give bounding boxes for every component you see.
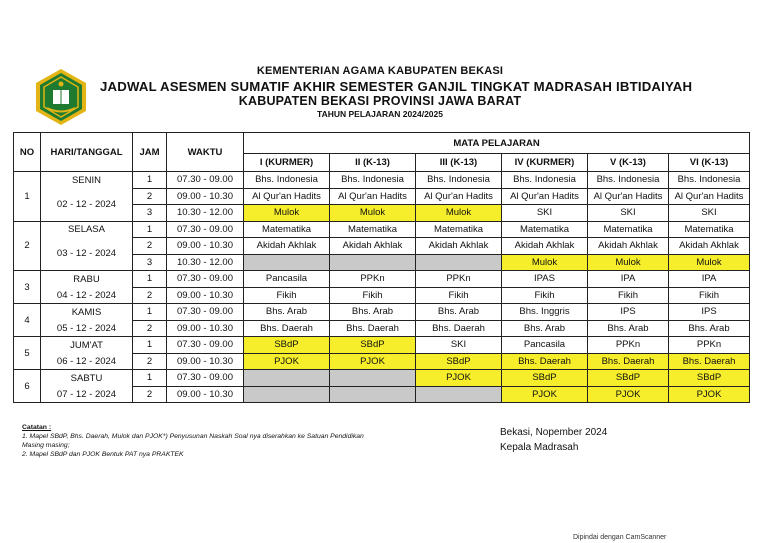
waktu-cell: 10.30 - 12.00 — [167, 205, 244, 222]
subject-cell: Akidah Akhlak — [330, 238, 416, 255]
note-item: Masing masing; — [22, 442, 70, 449]
subject-cell: Mulok — [588, 254, 669, 271]
waktu-cell: 07.30 - 09.00 — [167, 172, 244, 189]
subject-cell — [416, 254, 502, 271]
day-name: SELASA — [41, 221, 133, 238]
subject-cell — [330, 370, 416, 387]
subject-cell: Matematika — [588, 221, 669, 238]
subject-cell: Bhs. Indonesia — [416, 172, 502, 189]
table-row — [14, 370, 750, 387]
day-number: 2 — [14, 221, 41, 271]
subject-cell: PJOK — [330, 353, 416, 370]
col-header-waktu: WAKTU — [167, 133, 244, 172]
day-name: SABTU — [41, 370, 133, 387]
waktu-cell: 09.00 - 10.30 — [167, 287, 244, 304]
subject-cell: Fikih — [588, 287, 669, 304]
table-row — [14, 320, 750, 337]
jam-cell: 1 — [133, 370, 167, 387]
table-row — [14, 337, 750, 354]
subject-cell — [244, 370, 330, 387]
day-number: 1 — [14, 172, 41, 222]
subject-cell: Akidah Akhlak — [244, 238, 330, 255]
subject-cell: Bhs. Daerah — [330, 320, 416, 337]
subject-cell: IPA — [588, 271, 669, 288]
subject-cell: Bhs. Indonesia — [244, 172, 330, 189]
day-name: JUM'AT — [41, 337, 133, 354]
subject-cell: Bhs. Arab — [244, 304, 330, 321]
schedule-body — [14, 172, 750, 403]
subject-cell: Pancasila — [502, 337, 588, 354]
subject-cell — [330, 386, 416, 403]
subject-cell: IPAS — [502, 271, 588, 288]
jam-cell: 2 — [133, 287, 167, 304]
header-region: KABUPATEN BEKASI PROVINSI JAWA BARAT — [238, 94, 522, 108]
jam-cell: 3 — [133, 205, 167, 222]
subject-cell: Fikih — [416, 287, 502, 304]
subject-cell: Mulok — [244, 205, 330, 222]
subject-cell: Mulok — [502, 254, 588, 271]
notes — [22, 423, 364, 459]
subject-cell: Bhs. Arab — [330, 304, 416, 321]
jam-cell: 1 — [133, 221, 167, 238]
subject-cell: Akidah Akhlak — [669, 238, 750, 255]
subject-cell — [330, 254, 416, 271]
subject-cell: SBdP — [669, 370, 750, 387]
subject-cell: Mulok — [416, 205, 502, 222]
kemenag-logo-icon — [33, 68, 89, 126]
col-header-class: II (K-13) — [330, 154, 416, 172]
day-name: SENIN — [41, 172, 133, 189]
subject-cell: Bhs. Daerah — [669, 353, 750, 370]
col-header-day: HARI/TANGGAL — [41, 133, 133, 172]
waktu-cell: 07.30 - 09.00 — [167, 304, 244, 321]
signature-block — [500, 427, 607, 457]
col-header-mapel: MATA PELAJARAN — [244, 133, 750, 154]
subject-cell: Akidah Akhlak — [416, 238, 502, 255]
waktu-cell: 09.00 - 10.30 — [167, 320, 244, 337]
subject-cell: PJOK — [416, 370, 502, 387]
col-header-no: NO — [14, 133, 41, 172]
subject-cell: Bhs. Arab — [502, 320, 588, 337]
subject-cell: Matematika — [669, 221, 750, 238]
table-row — [14, 287, 750, 304]
subject-cell: SBdP — [416, 353, 502, 370]
table-row — [14, 353, 750, 370]
jam-cell: 2 — [133, 238, 167, 255]
day-name: KAMIS — [41, 304, 133, 321]
jam-cell: 1 — [133, 304, 167, 321]
note-item: 2. Mapel SBdP dan PJOK Bentuk PAT nya PRAKTEK — [22, 451, 184, 458]
day-date: 02 - 12 - 2024 — [41, 188, 133, 221]
table-row — [14, 238, 750, 255]
jam-cell: 2 — [133, 320, 167, 337]
subject-cell: Fikih — [330, 287, 416, 304]
waktu-cell: 07.30 - 09.00 — [167, 221, 244, 238]
subject-cell: Akidah Akhlak — [588, 238, 669, 255]
subject-cell: Bhs. Indonesia — [330, 172, 416, 189]
subject-cell — [416, 386, 502, 403]
subject-cell: PJOK — [502, 386, 588, 403]
subject-cell: PPKn — [416, 271, 502, 288]
col-header-class: IV (KURMER) — [502, 154, 588, 172]
subject-cell: Fikih — [669, 287, 750, 304]
col-header-class: VI (K-13) — [669, 154, 750, 172]
subject-cell: PPKn — [669, 337, 750, 354]
signature-role: Kepala Madrasah — [500, 442, 579, 453]
subject-cell: Pancasila — [244, 271, 330, 288]
table-row — [14, 172, 750, 189]
subject-cell: Bhs. Daerah — [502, 353, 588, 370]
subject-cell: Al Qur'an Hadits — [588, 188, 669, 205]
header-title: JADWAL ASESMEN SUMATIF AKHIR SEMESTER GANJIL TINGKAT MADRASAH IBTIDAIYAH — [100, 79, 693, 94]
subject-cell: Bhs. Indonesia — [669, 172, 750, 189]
col-header-jam: JAM — [133, 133, 167, 172]
day-date: 06 - 12 - 2024 — [41, 353, 133, 370]
subject-cell: Bhs. Arab — [588, 320, 669, 337]
subject-cell: Bhs. Inggris — [502, 304, 588, 321]
jam-cell: 1 — [133, 337, 167, 354]
jam-cell: 1 — [133, 172, 167, 189]
col-header-class: V (K-13) — [588, 154, 669, 172]
waktu-cell: 10.30 - 12.00 — [167, 254, 244, 271]
jam-cell: 1 — [133, 271, 167, 288]
subject-cell: Al Qur'an Hadits — [244, 188, 330, 205]
subject-cell: SKI — [669, 205, 750, 222]
day-number: 6 — [14, 370, 41, 403]
subject-cell: Al Qur'an Hadits — [330, 188, 416, 205]
subject-cell: Al Qur'an Hadits — [669, 188, 750, 205]
day-name: RABU — [41, 271, 133, 288]
subject-cell: Akidah Akhlak — [502, 238, 588, 255]
notes-title: Catatan : — [22, 424, 52, 431]
jam-cell: 2 — [133, 353, 167, 370]
subject-cell: Bhs. Daerah — [588, 353, 669, 370]
subject-cell: Bhs. Arab — [669, 320, 750, 337]
subject-cell: Al Qur'an Hadits — [416, 188, 502, 205]
subject-cell: PPKn — [330, 271, 416, 288]
subject-cell: Matematika — [502, 221, 588, 238]
subject-cell: SBdP — [330, 337, 416, 354]
day-number: 4 — [14, 304, 41, 337]
place-date: Bekasi, Nopember 2024 — [500, 427, 608, 438]
subject-cell: Matematika — [416, 221, 502, 238]
day-number: 5 — [14, 337, 41, 370]
waktu-cell: 09.00 - 10.30 — [167, 386, 244, 403]
scanner-watermark: Dipindai dengan CamScanner — [573, 534, 667, 541]
col-header-class: III (K-13) — [416, 154, 502, 172]
subject-cell: SBdP — [588, 370, 669, 387]
col-header-class: I (KURMER) — [244, 154, 330, 172]
day-date: 05 - 12 - 2024 — [41, 320, 133, 337]
subject-cell: SBdP — [244, 337, 330, 354]
waktu-cell: 09.00 - 10.30 — [167, 188, 244, 205]
subject-cell: Mulok — [330, 205, 416, 222]
table-row — [14, 221, 750, 238]
subject-cell: SKI — [502, 205, 588, 222]
subject-cell: Bhs. Indonesia — [502, 172, 588, 189]
waktu-cell: 07.30 - 09.00 — [167, 337, 244, 354]
day-date: 03 - 12 - 2024 — [41, 238, 133, 271]
subject-cell: Mulok — [669, 254, 750, 271]
subject-cell: Al Qur'an Hadits — [502, 188, 588, 205]
subject-cell: Bhs. Daerah — [416, 320, 502, 337]
subject-cell: Bhs. Indonesia — [588, 172, 669, 189]
subject-cell: PPKn — [588, 337, 669, 354]
subject-cell: SBdP — [502, 370, 588, 387]
table-row — [14, 188, 750, 205]
subject-cell: IPS — [669, 304, 750, 321]
day-date: 07 - 12 - 2024 — [41, 386, 133, 403]
subject-cell: Fikih — [244, 287, 330, 304]
subject-cell: PJOK — [669, 386, 750, 403]
subject-cell: Bhs. Daerah — [244, 320, 330, 337]
schedule-table — [13, 132, 750, 403]
subject-cell — [244, 386, 330, 403]
subject-cell: IPA — [669, 271, 750, 288]
day-date: 04 - 12 - 2024 — [41, 287, 133, 304]
jam-cell: 2 — [133, 386, 167, 403]
waktu-cell: 09.00 - 10.30 — [167, 353, 244, 370]
table-row — [14, 271, 750, 288]
subject-cell: Fikih — [502, 287, 588, 304]
subject-cell: Matematika — [244, 221, 330, 238]
subject-cell: Bhs. Arab — [416, 304, 502, 321]
subject-cell — [244, 254, 330, 271]
subject-cell: IPS — [588, 304, 669, 321]
note-item: 1. Mapel SBdP, Bhs. Daerah, Mulok dan PJOK*) Penyusunan Naskah Soal nya diserahkan ke Satuan Pendidikan — [22, 433, 364, 440]
waktu-cell: 07.30 - 09.00 — [167, 271, 244, 288]
subject-cell: PJOK — [244, 353, 330, 370]
subject-cell: PJOK — [588, 386, 669, 403]
waktu-cell: 07.30 - 09.00 — [167, 370, 244, 387]
jam-cell: 2 — [133, 188, 167, 205]
jam-cell: 3 — [133, 254, 167, 271]
subject-cell: SKI — [416, 337, 502, 354]
table-row — [14, 386, 750, 403]
subject-cell: SKI — [588, 205, 669, 222]
waktu-cell: 09.00 - 10.30 — [167, 238, 244, 255]
header-ministry: KEMENTERIAN AGAMA KABUPATEN BEKASI — [256, 65, 504, 77]
header-year: TAHUN PELAJARAN 2024/2025 — [317, 109, 443, 119]
day-number: 3 — [14, 271, 41, 304]
table-row — [14, 304, 750, 321]
subject-cell: Matematika — [330, 221, 416, 238]
